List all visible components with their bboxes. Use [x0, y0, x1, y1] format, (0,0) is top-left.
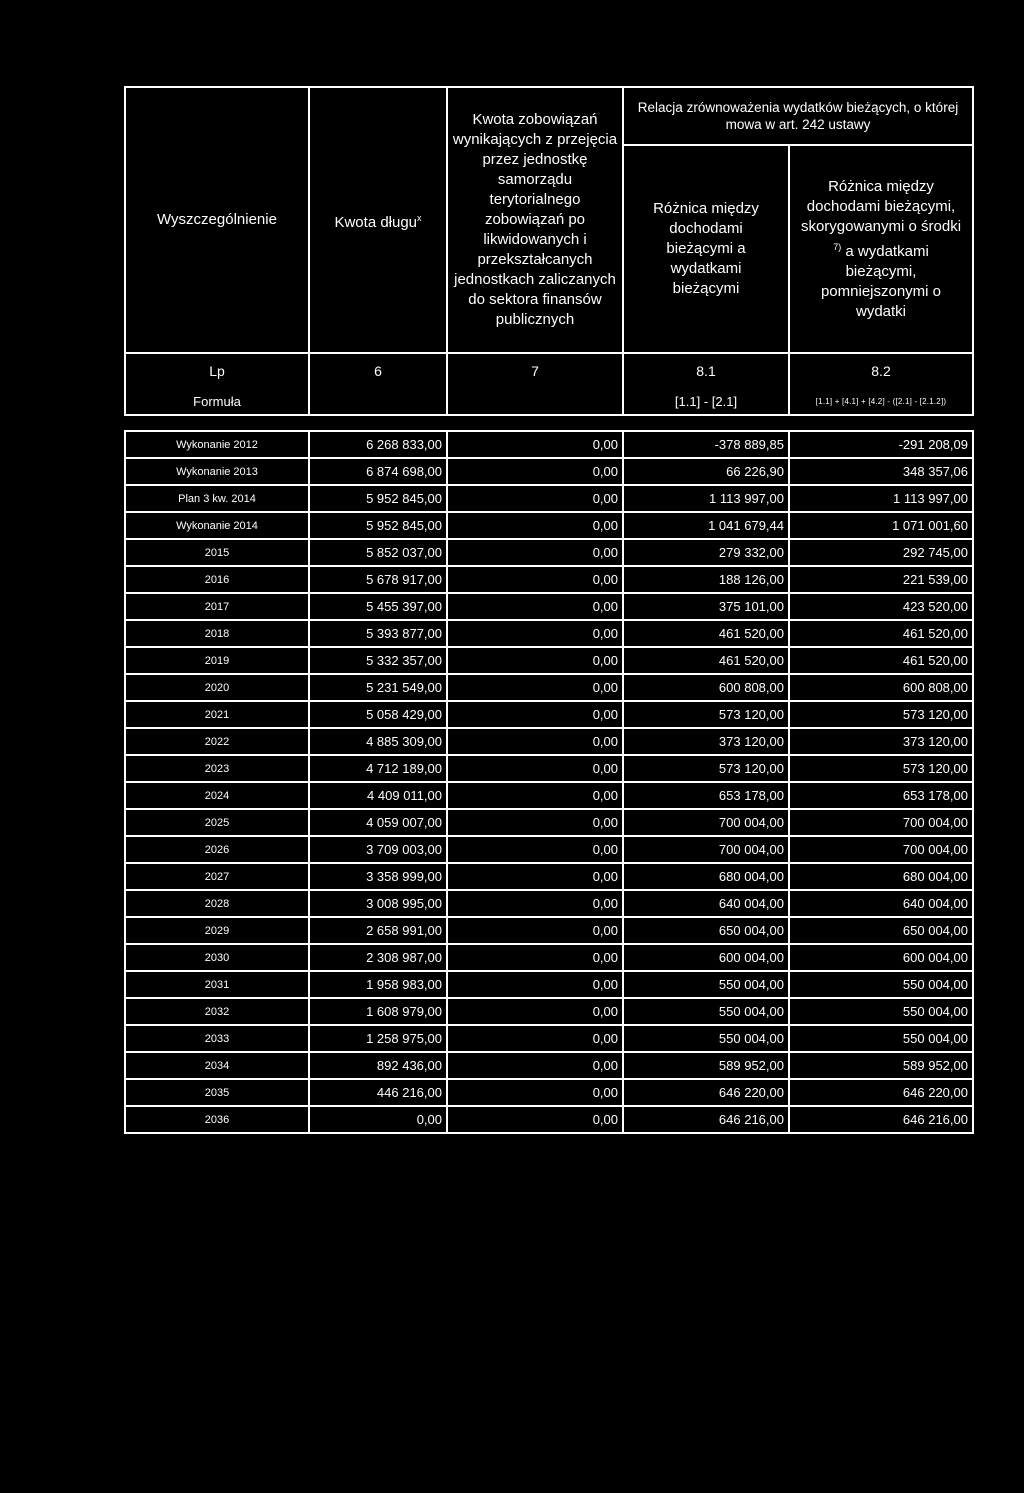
- cell-roznica: 550 004,00: [623, 971, 789, 998]
- row-label: 2025: [125, 809, 309, 836]
- cell-kwota-zobowiazan: 0,00: [447, 944, 623, 971]
- cell-kwota-zobowiazan: 0,00: [447, 458, 623, 485]
- cell-roznica-skorygowana: 700 004,00: [789, 809, 973, 836]
- formula-row-col-7: [447, 388, 623, 415]
- cell-kwota-dlugu: 4 059 007,00: [309, 809, 447, 836]
- header-roznica: [623, 145, 789, 353]
- row-label: 2029: [125, 917, 309, 944]
- row-label: 2019: [125, 647, 309, 674]
- header-roznica-skorygowana-footnote: 7): [833, 241, 842, 252]
- row-label: 2021: [125, 701, 309, 728]
- table-row: [125, 512, 973, 539]
- header-group-relacja-label: Relacja zrównoważenia wydatków bieżących, o której mowa w art. 242 ustawy: [637, 100, 959, 132]
- cell-roznica-skorygowana: 348 357,06: [789, 458, 973, 485]
- cell-kwota-zobowiazan: 0,00: [447, 728, 623, 755]
- cell-kwota-dlugu: 3 709 003,00: [309, 836, 447, 863]
- table-row: [125, 782, 973, 809]
- cell-roznica-skorygowana: 461 520,00: [789, 647, 973, 674]
- cell-roznica: 640 004,00: [623, 890, 789, 917]
- table-row: [125, 701, 973, 728]
- cell-roznica: -378 889,85: [623, 431, 789, 458]
- cell-kwota-dlugu: 4 885 309,00: [309, 728, 447, 755]
- row-label: 2026: [125, 836, 309, 863]
- cell-roznica: 600 808,00: [623, 674, 789, 701]
- formula-row-col-8-1: [1.1] - [2.1]: [623, 388, 789, 415]
- cell-kwota-zobowiazan: 0,00: [447, 485, 623, 512]
- table-row: [125, 1025, 973, 1052]
- row-label: 2018: [125, 620, 309, 647]
- cell-roznica: 653 178,00: [623, 782, 789, 809]
- cell-roznica: 680 004,00: [623, 863, 789, 890]
- cell-kwota-dlugu: 3 008 995,00: [309, 890, 447, 917]
- cell-roznica-skorygowana: 650 004,00: [789, 917, 973, 944]
- cell-kwota-zobowiazan: 0,00: [447, 890, 623, 917]
- header-kwota-zobowiazan: [447, 87, 623, 353]
- cell-kwota-zobowiazan: 0,00: [447, 566, 623, 593]
- cell-kwota-zobowiazan: 0,00: [447, 1106, 623, 1133]
- cell-roznica-skorygowana: 550 004,00: [789, 998, 973, 1025]
- cell-kwota-dlugu: 0,00: [309, 1106, 447, 1133]
- cell-roznica: 550 004,00: [623, 998, 789, 1025]
- table-row: [125, 593, 973, 620]
- cell-roznica: 1 041 679,44: [623, 512, 789, 539]
- cell-kwota-zobowiazan: 0,00: [447, 1052, 623, 1079]
- formula-row-col-8-2: [1.1] + [4.1] + [4.2] - ([2.1] - [2.1.2]): [789, 388, 973, 415]
- row-label: 2022: [125, 728, 309, 755]
- cell-kwota-dlugu: 5 058 429,00: [309, 701, 447, 728]
- row-label: 2024: [125, 782, 309, 809]
- table-row: [125, 917, 973, 944]
- table-row: [125, 485, 973, 512]
- table-row: [125, 1079, 973, 1106]
- cell-roznica: 461 520,00: [623, 647, 789, 674]
- cell-kwota-zobowiazan: 0,00: [447, 782, 623, 809]
- cell-roznica-skorygowana: 700 004,00: [789, 836, 973, 863]
- formula-row: [125, 388, 973, 415]
- header-kwota-dlugu-label: Kwota długu: [334, 213, 418, 231]
- table-row: [125, 755, 973, 782]
- cell-roznica: 461 520,00: [623, 620, 789, 647]
- cell-kwota-zobowiazan: 0,00: [447, 836, 623, 863]
- row-label: 2027: [125, 863, 309, 890]
- cell-roznica-skorygowana: 573 120,00: [789, 701, 973, 728]
- table-row: [125, 647, 973, 674]
- table-row: [125, 1052, 973, 1079]
- cell-kwota-zobowiazan: 0,00: [447, 755, 623, 782]
- financial-forecast-table: [124, 86, 974, 1134]
- cell-roznica-skorygowana: 653 178,00: [789, 782, 973, 809]
- lp-row-col-8-2: 8.2: [789, 353, 973, 388]
- row-label: 2033: [125, 1025, 309, 1052]
- table-row: [125, 890, 973, 917]
- cell-roznica-skorygowana: 1 071 001,60: [789, 512, 973, 539]
- cell-roznica: 550 004,00: [623, 1025, 789, 1052]
- cell-kwota-zobowiazan: 0,00: [447, 539, 623, 566]
- row-label: Wykonanie 2012: [125, 431, 309, 458]
- cell-kwota-dlugu: 4 712 189,00: [309, 755, 447, 782]
- cell-kwota-zobowiazan: 0,00: [447, 998, 623, 1025]
- cell-roznica-skorygowana: 1 113 997,00: [789, 485, 973, 512]
- row-label: 2023: [125, 755, 309, 782]
- cell-roznica: 66 226,90: [623, 458, 789, 485]
- table-row: [125, 458, 973, 485]
- table-row: [125, 944, 973, 971]
- header-kwota-dlugu: [309, 87, 447, 353]
- cell-roznica-skorygowana: 292 745,00: [789, 539, 973, 566]
- row-label: 2015: [125, 539, 309, 566]
- cell-kwota-dlugu: 5 332 357,00: [309, 647, 447, 674]
- lp-row-col-8-1: 8.1: [623, 353, 789, 388]
- spacer-cell: [623, 415, 789, 431]
- cell-kwota-dlugu: 2 308 987,00: [309, 944, 447, 971]
- cell-kwota-dlugu: 6 874 698,00: [309, 458, 447, 485]
- row-label: Wykonanie 2013: [125, 458, 309, 485]
- cell-roznica-skorygowana: 573 120,00: [789, 755, 973, 782]
- cell-roznica-skorygowana: 600 004,00: [789, 944, 973, 971]
- cell-roznica: 700 004,00: [623, 836, 789, 863]
- cell-kwota-dlugu: 5 952 845,00: [309, 485, 447, 512]
- cell-kwota-zobowiazan: 0,00: [447, 1025, 623, 1052]
- cell-roznica: 188 126,00: [623, 566, 789, 593]
- header-wyszczegolnienie-label: Wyszczególnienie: [157, 211, 277, 228]
- cell-roznica: 650 004,00: [623, 917, 789, 944]
- cell-roznica-skorygowana: 600 808,00: [789, 674, 973, 701]
- cell-kwota-dlugu: 5 455 397,00: [309, 593, 447, 620]
- cell-kwota-dlugu: 5 952 845,00: [309, 512, 447, 539]
- row-label: 2030: [125, 944, 309, 971]
- lp-row-label: Lp: [125, 353, 309, 388]
- cell-kwota-dlugu: 5 393 877,00: [309, 620, 447, 647]
- row-label: 2034: [125, 1052, 309, 1079]
- row-label: 2028: [125, 890, 309, 917]
- cell-roznica-skorygowana: 646 220,00: [789, 1079, 973, 1106]
- table-row: [125, 998, 973, 1025]
- cell-roznica-skorygowana: -291 208,09: [789, 431, 973, 458]
- spacer-row: [125, 415, 973, 431]
- lp-row-col-7: 7: [447, 353, 623, 388]
- cell-roznica-skorygowana: 461 520,00: [789, 620, 973, 647]
- header-roznica-label: Różnica między dochodami bieżącymi a wydatkami bieżącymi: [653, 200, 759, 297]
- row-label: Wykonanie 2014: [125, 512, 309, 539]
- cell-roznica-skorygowana: 640 004,00: [789, 890, 973, 917]
- cell-roznica-skorygowana: 550 004,00: [789, 1025, 973, 1052]
- row-label: 2020: [125, 674, 309, 701]
- header-wyszczegolnienie: [125, 87, 309, 353]
- cell-kwota-zobowiazan: 0,00: [447, 647, 623, 674]
- cell-kwota-zobowiazan: 0,00: [447, 512, 623, 539]
- row-label: 2031: [125, 971, 309, 998]
- table-row: [125, 566, 973, 593]
- cell-roznica-skorygowana: 221 539,00: [789, 566, 973, 593]
- cell-kwota-dlugu: 1 958 983,00: [309, 971, 447, 998]
- table-row: [125, 431, 973, 458]
- table-row: [125, 728, 973, 755]
- cell-kwota-dlugu: 5 231 549,00: [309, 674, 447, 701]
- cell-roznica-skorygowana: 680 004,00: [789, 863, 973, 890]
- cell-roznica-skorygowana: 646 216,00: [789, 1106, 973, 1133]
- table-row: [125, 620, 973, 647]
- cell-roznica-skorygowana: 423 520,00: [789, 593, 973, 620]
- cell-roznica: 373 120,00: [623, 728, 789, 755]
- cell-roznica-skorygowana: 589 952,00: [789, 1052, 973, 1079]
- cell-kwota-dlugu: 4 409 011,00: [309, 782, 447, 809]
- cell-roznica: 589 952,00: [623, 1052, 789, 1079]
- cell-roznica: 646 216,00: [623, 1106, 789, 1133]
- row-label: 2036: [125, 1106, 309, 1133]
- cell-kwota-dlugu: 446 216,00: [309, 1079, 447, 1106]
- header-group-relacja: [623, 87, 973, 145]
- cell-roznica: 646 220,00: [623, 1079, 789, 1106]
- table-row: [125, 971, 973, 998]
- formula-row-label: Formuła: [125, 388, 309, 415]
- spacer-cell: [447, 415, 623, 431]
- cell-kwota-zobowiazan: 0,00: [447, 1079, 623, 1106]
- cell-kwota-dlugu: 1 258 975,00: [309, 1025, 447, 1052]
- header-roznica-skorygowana-label-post: a wydatkami bieżącymi, pomniejszonymi o wydatki: [820, 242, 942, 320]
- lp-row: [125, 353, 973, 388]
- header-roznica-skorygowana: [789, 145, 973, 353]
- table-row: [125, 1106, 973, 1133]
- row-label: Plan 3 kw. 2014: [125, 485, 309, 512]
- cell-roznica: 573 120,00: [623, 755, 789, 782]
- table-row: [125, 863, 973, 890]
- cell-kwota-zobowiazan: 0,00: [447, 593, 623, 620]
- cell-kwota-dlugu: 2 658 991,00: [309, 917, 447, 944]
- header-kwota-dlugu-footnote: x: [417, 212, 422, 223]
- cell-roznica-skorygowana: 373 120,00: [789, 728, 973, 755]
- row-label: 2035: [125, 1079, 309, 1106]
- table-row: [125, 836, 973, 863]
- formula-row-col-6: [309, 388, 447, 415]
- table-row: [125, 539, 973, 566]
- cell-kwota-dlugu: 892 436,00: [309, 1052, 447, 1079]
- spacer-cell: [125, 415, 309, 431]
- table-row: [125, 809, 973, 836]
- cell-kwota-zobowiazan: 0,00: [447, 674, 623, 701]
- financial-forecast-table-container: [124, 86, 972, 1134]
- row-label: 2016: [125, 566, 309, 593]
- cell-kwota-zobowiazan: 0,00: [447, 809, 623, 836]
- row-label: 2017: [125, 593, 309, 620]
- cell-kwota-dlugu: 5 678 917,00: [309, 566, 447, 593]
- cell-kwota-zobowiazan: 0,00: [447, 701, 623, 728]
- cell-roznica-skorygowana: 550 004,00: [789, 971, 973, 998]
- cell-kwota-dlugu: 6 268 833,00: [309, 431, 447, 458]
- cell-kwota-dlugu: 5 852 037,00: [309, 539, 447, 566]
- cell-roznica: 600 004,00: [623, 944, 789, 971]
- spacer-cell: [309, 415, 447, 431]
- header-kwota-zobowiazan-label: Kwota zobowiązań wynikających z przejęcia przez jednostkę samorządu terytorialnego zobowiązań po likwidowanych i przekształcanych jednostkach zaliczanych do sektora finansów publicznych: [452, 111, 618, 328]
- cell-roznica: 375 101,00: [623, 593, 789, 620]
- cell-kwota-dlugu: 1 608 979,00: [309, 998, 447, 1025]
- cell-kwota-dlugu: 3 358 999,00: [309, 863, 447, 890]
- cell-roznica: 700 004,00: [623, 809, 789, 836]
- cell-roznica: 279 332,00: [623, 539, 789, 566]
- cell-kwota-zobowiazan: 0,00: [447, 863, 623, 890]
- cell-kwota-zobowiazan: 0,00: [447, 917, 623, 944]
- cell-roznica: 573 120,00: [623, 701, 789, 728]
- spacer-cell: [789, 415, 973, 431]
- cell-kwota-zobowiazan: 0,00: [447, 971, 623, 998]
- cell-roznica: 1 113 997,00: [623, 485, 789, 512]
- lp-row-col-6: 6: [309, 353, 447, 388]
- cell-kwota-zobowiazan: 0,00: [447, 431, 623, 458]
- header-roznica-skorygowana-label-pre: Różnica między dochodami bieżącymi, skorygowanymi o środki: [800, 177, 962, 235]
- row-label: 2032: [125, 998, 309, 1025]
- cell-kwota-zobowiazan: 0,00: [447, 620, 623, 647]
- table-row: [125, 674, 973, 701]
